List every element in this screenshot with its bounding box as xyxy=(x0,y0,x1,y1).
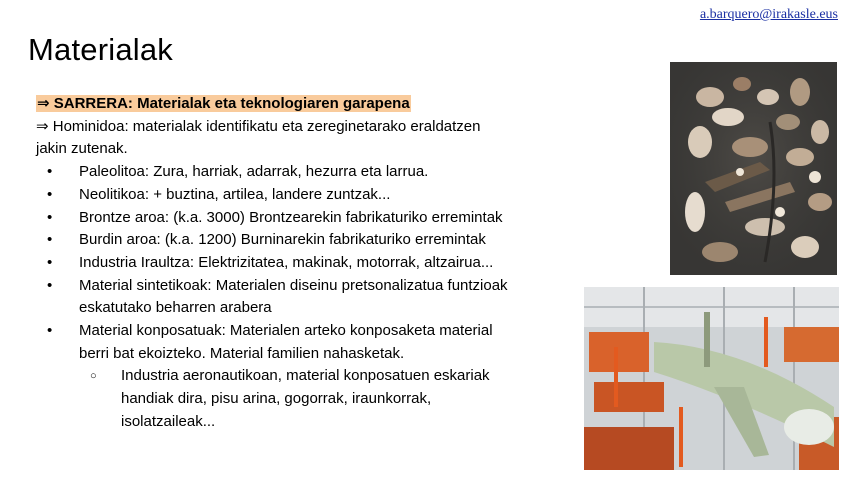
era-bullet-list xyxy=(36,161,556,433)
author-email-link[interactable]: a.barquero@irakasle.eus xyxy=(699,7,838,22)
sub-bullet-list xyxy=(36,365,556,433)
slide-body xyxy=(36,93,556,434)
prehistoric-artifacts-photo xyxy=(670,62,837,275)
bullet-text: Burdin aroa: (k.a. 1200) Burninarekin fabrikaturiko erremintak xyxy=(79,231,486,249)
bullet-text-line-1: • Material konposatuak: Materialen arteko konposaketa material xyxy=(79,322,493,340)
bullet-text: Paleolitoa: Zura, harriak, adarrak, hezurra eta larrua. xyxy=(79,163,429,181)
intro-heading xyxy=(36,93,556,116)
list-item xyxy=(36,365,556,433)
bullet-text-line-1: • Material sintetikoak: Materialen diseinu pretsonalizatua funtzioak xyxy=(79,276,508,294)
factory-illustration xyxy=(584,287,839,470)
list-item xyxy=(36,252,556,275)
bullet-text-line-2: eskatutako beharren arabera xyxy=(79,299,272,317)
sub-bullet-line-2: handiak dira, pisu arina, gogorrak, iraunkorrak, xyxy=(121,390,432,408)
intro-heading-highlight: ⇒ SARRERA: Materialak eta teknologiaren garapena xyxy=(37,95,410,112)
bullet-text: Industria Iraultza: Elektrizitatea, makinak, motorrak, altzairua... xyxy=(79,253,494,271)
intro-text-line-1: ⇒ Hominidoa: materialak identifikatu eta zereginetarako eraldatzen xyxy=(36,117,481,135)
artifacts-illustration xyxy=(670,62,837,275)
aircraft-factory-photo xyxy=(584,287,839,470)
bullet-text: Brontze aroa: (k.a. 3000) Brontzearekin fabrikaturiko erremintak xyxy=(79,208,503,226)
bullet-text: Neolitikoa: + buztina, artilea, landere zuntzak... xyxy=(79,185,391,203)
list-item xyxy=(36,184,556,207)
list-item xyxy=(36,207,556,230)
sub-bullet-line-3: isolatzaileak... xyxy=(121,412,216,430)
list-item xyxy=(36,275,556,320)
list-item xyxy=(36,161,556,184)
slide-title: Materialak xyxy=(28,32,173,67)
bullet-text-line-2: berri bat ekoizteko. Material familien nahasketak. xyxy=(79,344,405,362)
list-item xyxy=(36,229,556,252)
sub-bullet-line-1: ○ Industria aeronautikoan, material konposatuen eskariak xyxy=(121,367,490,385)
intro-text-line-2: jakin zutenak. xyxy=(36,140,128,158)
list-item xyxy=(36,320,556,434)
